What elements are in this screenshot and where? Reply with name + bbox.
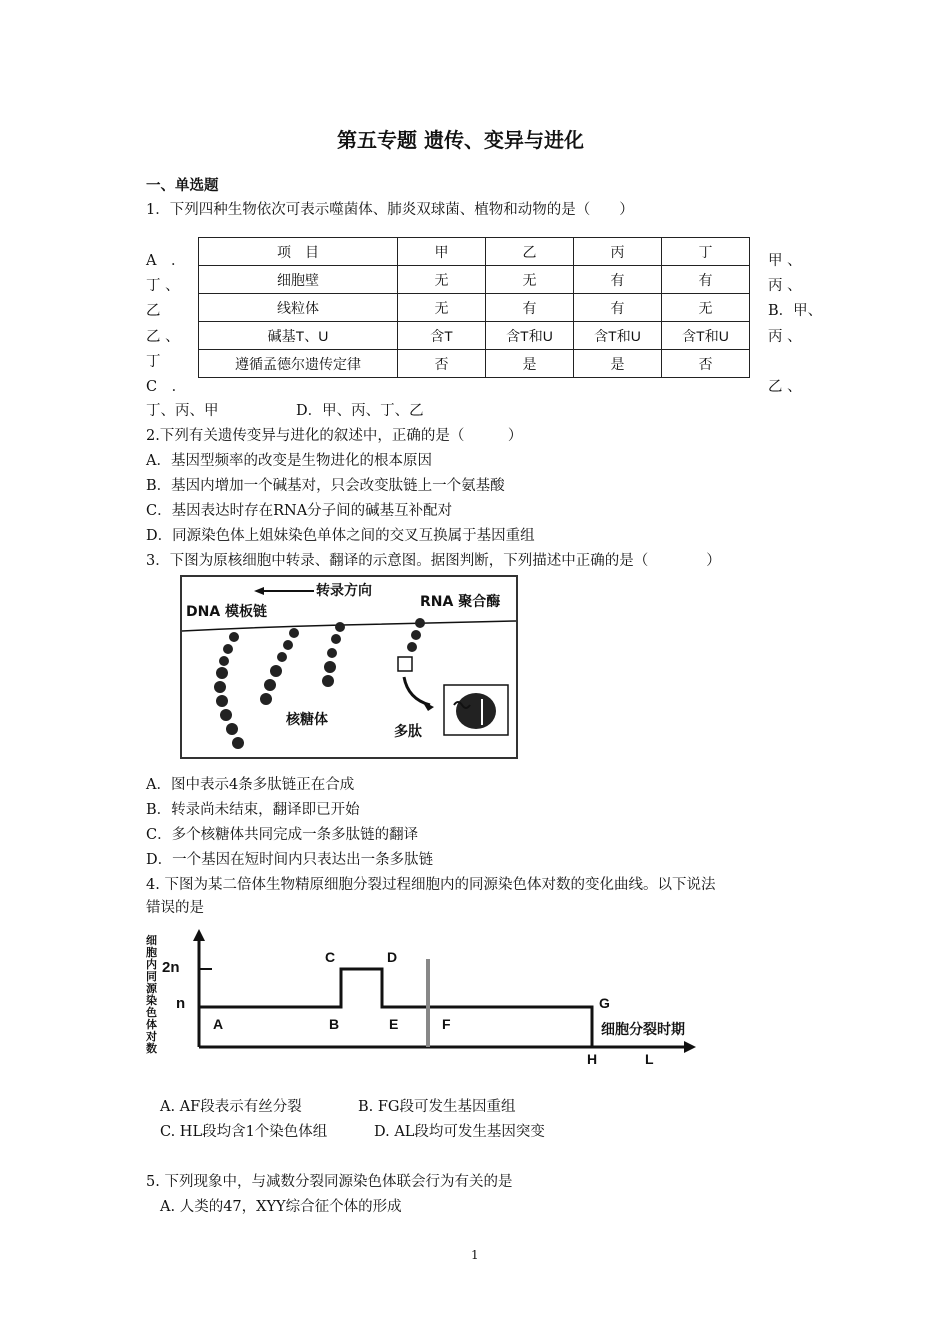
q1-fragment: A ． (146, 253, 186, 269)
rna-polymerase-label: RNA 聚合酶 (420, 594, 501, 610)
direction-label: 转录方向 (316, 583, 372, 599)
point-label-a: A (213, 1016, 224, 1032)
table-cell: 无 (398, 266, 486, 294)
q4-option-b: B. FG段可发生基因重组 (358, 1099, 516, 1115)
q4-option-a: A. AF段表示有丝分裂 (160, 1099, 302, 1115)
q1-fragment: B．甲、 (768, 303, 823, 319)
q5-stem: 5. 下列现象中，与减数分裂同源染色体联会行为有关的是 (146, 1174, 513, 1190)
q1-option-c-cont: 丁、丙、甲 (146, 403, 219, 419)
q4-option-d: D. AL段均可发生基因突变 (374, 1124, 545, 1140)
table-cell: 含T和U (486, 322, 574, 350)
point-label-b: B (329, 1016, 340, 1032)
table-cell: 无 (486, 266, 574, 294)
point-label-c: C (325, 949, 336, 965)
q2-stem: 2.下列有关遗传变异与进化的叙述中，正确的是（ ） (146, 428, 523, 444)
q1-stem: 1．下列四种生物依次可表示噬菌体、肺炎双球菌、植物和动物的是（ ） (146, 202, 634, 218)
table-cell: 含T (398, 322, 486, 350)
table-cell: 丙 (574, 238, 662, 266)
table-row (199, 238, 750, 266)
table-cell: 甲 (398, 238, 486, 266)
q1-fragment: 乙 、 (768, 379, 802, 395)
q4-stem-line2: 错误的是 (146, 900, 204, 916)
q1-option-d: D．甲、丙、丁、乙 (296, 403, 424, 419)
page-number: 1 (471, 1248, 479, 1262)
table-cell: 丁 (662, 238, 750, 266)
q1-fragment: C ． (146, 379, 187, 395)
q5-option-a: A. 人类的47，XYY综合征个体的形成 (160, 1199, 402, 1215)
table-row (199, 294, 750, 322)
table-cell: 碱基T、U (199, 322, 398, 350)
q3-option-c: C．多个核糖体共同完成一条多肽链的翻译 (146, 827, 419, 843)
q1-fragment: 甲 、 (768, 253, 802, 269)
table-cell: 乙 (486, 238, 574, 266)
q3-option-a: A．图中表示4条多肽链正在合成 (146, 777, 355, 793)
q1-fragment: 丁 (146, 354, 161, 370)
table-cell: 项 目 (199, 238, 398, 266)
point-label-d: D (387, 949, 398, 965)
table-cell: 含T和U (662, 322, 750, 350)
table-cell: 是 (486, 350, 574, 378)
table-cell: 有 (574, 294, 662, 322)
q1-fragment: 乙 (146, 303, 161, 319)
section-heading: 一、单选题 (146, 178, 219, 194)
y-axis-label: 细胞内同源染色体对数 (146, 934, 157, 1055)
q3-option-b: B．转录尚未结束，翻译即已开始 (146, 802, 360, 818)
table-cell: 线粒体 (199, 294, 398, 322)
q1-fragment: 丙 、 (768, 329, 802, 345)
q4-stem: 4. 下图为某二倍体生物精原细胞分裂过程细胞内的同源染色体对数的变化曲线。以下说法 (146, 877, 716, 893)
q4-option-c: C. HL段均含1个染色体组 (160, 1124, 328, 1140)
table-cell: 无 (398, 294, 486, 322)
table-cell: 有 (486, 294, 574, 322)
q2-option-d: D．同源染色体上姐妹染色单体之间的交叉互换属于基因重组 (146, 528, 535, 544)
table-cell: 否 (398, 350, 486, 378)
table-row (199, 266, 750, 294)
table-row (199, 322, 750, 350)
point-label-g: G (599, 995, 610, 1011)
chromosome-pair-graph (140, 925, 740, 1075)
table-cell: 无 (662, 294, 750, 322)
q1-table (198, 237, 750, 378)
q2-option-b: B．基因内增加一个碱基对，只会改变肽链上一个氨基酸 (146, 478, 505, 494)
q1-fragment: 丙 、 (768, 278, 802, 294)
x-axis-label: 细胞分裂时期 (601, 1022, 685, 1038)
dna-label: DNA 模板链 (186, 604, 268, 620)
transcription-figure (180, 575, 518, 759)
point-label-l: L (645, 1051, 654, 1067)
peptide-label: 多肽 (394, 724, 422, 740)
q1-fragment: 丁 、 (146, 278, 180, 294)
table-cell: 有 (574, 266, 662, 294)
point-label-f: F (442, 1016, 451, 1032)
table-cell: 否 (662, 350, 750, 378)
q3-stem: 3．下图为原核细胞中转录、翻译的示意图。据图判断，下列描述中正确的是（ ） (146, 553, 721, 569)
q1-fragment: 乙 、 (146, 329, 180, 345)
table-cell: 遵循孟德尔遗传定律 (199, 350, 398, 378)
table-cell: 细胞壁 (199, 266, 398, 294)
page-title: 第五专题 遗传、变异与进化 (337, 128, 584, 152)
table-row (199, 350, 750, 378)
ribosome-label: 核糖体 (286, 712, 328, 728)
point-label-h: H (587, 1051, 598, 1067)
table-cell: 是 (574, 350, 662, 378)
table-cell: 含T和U (574, 322, 662, 350)
table-cell: 有 (662, 266, 750, 294)
point-label-e: E (389, 1016, 399, 1032)
q2-option-c: C．基因表达时存在RNA分子间的碱基互补配对 (146, 503, 453, 519)
y-tick-n: n (176, 995, 186, 1012)
q2-option-a: A．基因型频率的改变是生物进化的根本原因 (146, 453, 432, 469)
q3-option-d: D．一个基因在短时间内只表达出一条多肽链 (146, 852, 434, 868)
y-tick-2n: 2n (162, 959, 180, 976)
